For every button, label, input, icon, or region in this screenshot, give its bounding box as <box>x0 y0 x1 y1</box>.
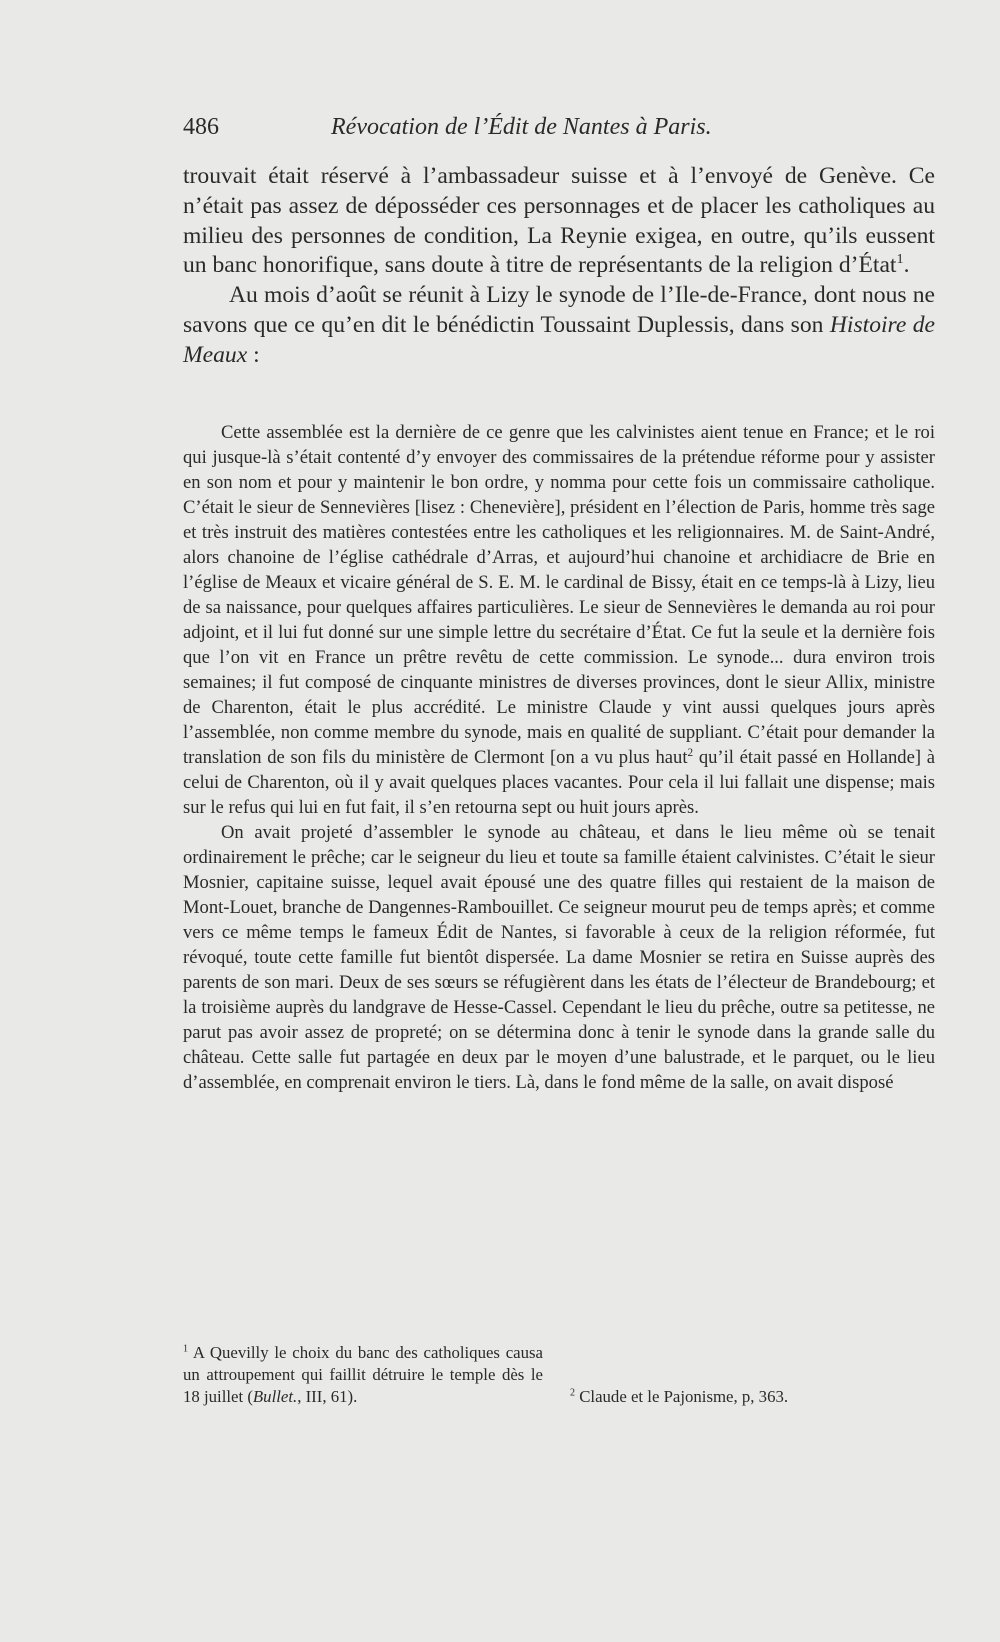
book-title: Histoire de Meaux <box>183 311 935 368</box>
quote-paragraph-1-continuation: qu’il était passé en Hollande] à celui de Charenton, où il y avait quelques places vacantes. Pour cela il lui fallait une dispense; mais sur le refus qui lui en fut fait, il s’en retourna sept ou huit jours après. <box>183 747 935 818</box>
footnote-2-text: Claude et le Pajonisme, p, 363. <box>575 1387 789 1406</box>
footnote-1 <box>183 1342 543 1408</box>
paragraph-2-end: : <box>247 341 260 368</box>
footnote-1-end: , III, 61). <box>297 1387 358 1406</box>
quote-paragraph-2: On avait projeté d’assembler le synode au château, et dans le lieu même où se tenait ordinairement le prêche; car le seigneur du lieu et toute sa famille étaient calvinistes. C’était le sieur Mosnier, capitaine suisse, lequel avait épousé une des quatre filles qui restaient de la maison de Mont-Louet, branche de Dangennes-Rambouillet. Ce seigneur mourut peu de temps après; et comme vers ce même temps le fameux Édit de Nantes, si favorable à ceux de la religion réformée, fut révoqué, toute cette famille fut bientôt dispersée. La dame Mosnier se retira en Suisse auprès des parents de son mari. Deux de ses sœurs se réfugièrent dans les états de l’électeur de Brandebourg; et la troisième auprès du landgrave de Hesse-Cassel. Cependant le lieu du prêche, outre sa petitesse, ne parut pas avoir assez de propreté; on se détermina donc à tenir le synode dans la grande salle du château. Cette salle fut partagée en deux par le moyen d’une balustrade, et le parquet, ou le lieu d’assemblée, en comprenait environ le tiers. Là, dans le fond même de la salle, on avait disposé <box>183 822 935 1093</box>
footnote-1-column-left <box>183 1342 543 1408</box>
paragraph-1-end: . <box>903 252 910 279</box>
page-header <box>183 110 935 150</box>
running-title: Révocation de l’Édit de Nantes à Paris. <box>331 114 712 140</box>
footnote-1-ref: Bullet. <box>252 1387 298 1406</box>
paragraph-2-text: Au mois d’août se réunit à Lizy le synode de l’Ile-de-France, dont nous ne savons que ce qu’en dit le bénédictin Toussaint Duplessis, dans son <box>183 282 935 338</box>
quote-paragraph-1 <box>183 420 935 820</box>
page-number: 486 <box>183 114 219 140</box>
paragraph-1 <box>183 162 935 281</box>
paragraph-1-text: trouvait était réservé à l’ambassadeur suisse et à l’envoyé de Genève. Ce n’était pas assez de déposséder ces personnages et de placer les catholiques au milieu des personnes de condition, La Reynie exigea, en outre, qu’ils eussent un banc honorifique, sans doute à titre de représentants de la religion d’État <box>183 163 935 279</box>
main-text <box>183 162 935 371</box>
footnote-1-mark: 1 <box>183 1343 189 1355</box>
quote-paragraph-1-text: Cette assemblée est la dernière de ce genre que les calvinistes aient tenue en France; et le roi qui jusque-là s’était contenté d’y envoyer des commissaires de la prétendue réforme pour y assister en son nom et pour y maintenir le bon ordre, y nomma pour cette fois un commissaire catholique. C’était le sieur de Sennevières [lisez : Chenevière], président en l’élection de Paris, homme très sage et très instruit des matières contestées entre les catholiques et les religionnaires. M. de Saint-André, alors chanoine de l’église cathédrale d’Arras, et aujourd’hui chanoine et archidiacre de Brie en l’église de Meaux et vicaire général de S. E. M. le cardinal de Bissy, était en ce temps-là à Lizy, lieu de sa naissance, pour quelques affaires particulières. Le sieur de Sennevières le demanda au roi pour adjoint, et il lui fut donné sur une simple lettre du secrétaire d’État. Ce fut la seule et la dernière fois que l’on vit en France un prêtre revêtu de cette commission. Le synode... dura environ trois semaines; il fut composé de cinquante ministres de diverses provinces, dont le sieur Allix, ministre de Charenton, était le plus accrédité. Le ministre Claude y vint aussi quelques jours après l’assemblée, non comme membre du synode, mais en qualité de suppliant. C’était pour demander la translation de son fils du ministère de Clermont [on a vu plus haut <box>183 422 935 768</box>
footnote-2-mark: 2 <box>570 1387 576 1399</box>
footnote-2 <box>570 1386 930 1408</box>
footnote-ref-1: 1 <box>896 251 904 268</box>
footnote-1-text: A Quevilly le choix du banc des catholiques causa un attroupement qui faillit détruire le temple dès le 18 juillet ( <box>183 1343 543 1406</box>
footnote-ref-2: 2 <box>687 746 694 759</box>
footnote-2-column-right <box>570 1386 930 1408</box>
block-quote <box>183 420 935 1095</box>
paragraph-2 <box>183 281 935 370</box>
